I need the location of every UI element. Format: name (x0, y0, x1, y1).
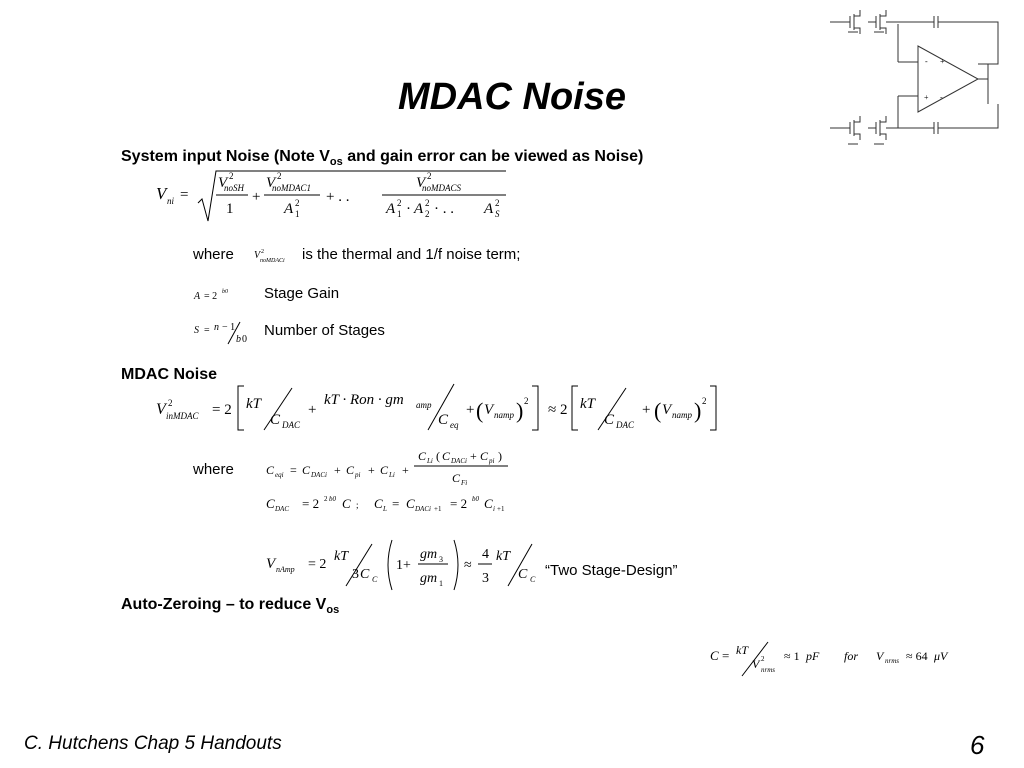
svg-text:-: - (925, 57, 928, 66)
svg-text:+ . .: + . . (326, 189, 350, 205)
capacitor-size-equation (706, 638, 962, 678)
svg-text:ni: ni (167, 196, 175, 206)
svg-text:gm: gm (420, 571, 438, 586)
noise-term-symbol (252, 243, 296, 267)
svg-text:C: C (406, 496, 415, 511)
ceq-equation (262, 446, 518, 490)
svg-text:+: + (252, 189, 261, 205)
svg-text:C: C (480, 449, 489, 463)
svg-text:C: C (372, 575, 378, 584)
svg-text:S: S (194, 325, 199, 336)
svg-text:+: + (334, 463, 341, 477)
svg-text:V: V (484, 402, 494, 418)
svg-text:V: V (156, 184, 167, 203)
svg-text:=: = (392, 496, 400, 511)
svg-text:b0: b0 (329, 495, 336, 503)
svg-text:3: 3 (439, 555, 443, 564)
svg-text:b0: b0 (472, 495, 479, 503)
svg-text:C: C (710, 648, 719, 663)
svg-text:2: 2 (397, 198, 402, 208)
svg-text:=: = (722, 648, 730, 663)
svg-text:=: = (204, 325, 210, 336)
svg-text:·: · (406, 201, 411, 217)
where-label-1: where (193, 246, 234, 263)
svg-text:= 2: = 2 (204, 291, 218, 302)
svg-text:A: A (386, 201, 396, 217)
svg-text:namp: namp (494, 410, 514, 420)
svg-text:2: 2 (495, 198, 500, 208)
svg-text:2: 2 (702, 396, 707, 406)
svg-text:≈ 64: ≈ 64 (906, 649, 928, 663)
svg-text:DAC: DAC (282, 420, 300, 430)
svg-text:V: V (156, 401, 166, 418)
svg-text:= 2: = 2 (450, 496, 468, 511)
svg-text:inMDAC: inMDAC (166, 411, 199, 421)
svg-text:C: C (518, 567, 528, 582)
mdac-noise-heading: MDAC Noise (121, 366, 218, 383)
svg-text:+: + (308, 402, 317, 418)
svg-text:DACi: DACi (311, 471, 327, 479)
svg-text:2: 2 (425, 209, 430, 219)
svg-text:2: 2 (168, 398, 173, 408)
svg-text:2: 2 (524, 396, 529, 406)
svg-text:=: = (180, 187, 189, 203)
svg-text:+1: +1 (434, 505, 442, 513)
svg-text:= 2: = 2 (212, 402, 232, 418)
svg-text:eqi: eqi (275, 471, 284, 479)
svg-text:A: A (414, 201, 424, 217)
svg-text:gm: gm (420, 547, 438, 562)
stage-gain-equation (192, 284, 252, 304)
svg-text:2: 2 (427, 171, 432, 181)
svg-text:DAC: DAC (616, 420, 634, 430)
svg-text:nrms: nrms (885, 657, 900, 665)
svg-text:C: C (342, 496, 351, 511)
svg-text:1: 1 (295, 209, 300, 219)
svg-text:C: C (442, 449, 451, 463)
svg-text:μV: μV (934, 649, 948, 663)
svg-text:2: 2 (229, 171, 234, 181)
svg-text:kT: kT (334, 549, 348, 564)
svg-text:C: C (266, 463, 275, 477)
vnamp-equation (262, 536, 544, 594)
svg-text:noSH: noSH (224, 183, 244, 193)
svg-text:S: S (495, 209, 500, 219)
svg-text:A: A (284, 201, 294, 217)
svg-text:+: + (402, 463, 409, 477)
svg-text:V: V (266, 175, 276, 191)
svg-text:+: + (940, 57, 945, 66)
svg-text:+1: +1 (497, 505, 505, 513)
svg-text:): ) (516, 398, 524, 423)
svg-text:2: 2 (761, 655, 765, 663)
svg-text:+: + (642, 402, 651, 418)
svg-text:+: + (470, 449, 477, 463)
svg-text:V: V (266, 556, 276, 572)
svg-text:for: for (844, 649, 859, 663)
svg-text:;: ; (356, 500, 359, 510)
svg-text:b0: b0 (222, 289, 228, 295)
noise-term-description: is the thermal and 1/f noise term; (302, 246, 521, 263)
svg-text:≈ 1: ≈ 1 (784, 649, 800, 663)
svg-text:kT: kT (246, 396, 261, 412)
svg-text:C: C (266, 496, 275, 511)
svg-text:(: ( (436, 449, 440, 463)
svg-text:C: C (484, 496, 493, 511)
cdac-cl-equation (262, 490, 532, 518)
svg-text:kT: kT (496, 549, 510, 564)
svg-text:4: 4 (482, 547, 489, 562)
svg-text:Fi: Fi (461, 479, 468, 487)
where-label-2: where (193, 461, 234, 478)
svg-text:2: 2 (295, 198, 300, 208)
svg-text:amp: amp (416, 400, 432, 410)
svg-text:· . .: · . . (434, 201, 454, 217)
svg-text:≈ 2: ≈ 2 (548, 402, 568, 418)
svg-text:(: ( (654, 398, 662, 423)
svg-text:+: + (466, 402, 475, 418)
svg-text:2: 2 (324, 495, 328, 503)
svg-text:DACi: DACi (415, 505, 431, 513)
sc-amplifier-circuit-icon (828, 4, 1000, 154)
stage-gain-description: Stage Gain (264, 285, 340, 302)
svg-text:-: - (940, 93, 943, 102)
svg-text:≈: ≈ (464, 558, 472, 573)
footer-source: C. Hutchens Chap 5 Handouts (24, 733, 282, 754)
svg-text:2: 2 (425, 198, 430, 208)
svg-text:C: C (418, 449, 427, 463)
svg-text:C: C (452, 471, 461, 485)
svg-text:1: 1 (439, 579, 443, 588)
auto-zeroing-heading: Auto-Zeroing – to reduce $V_{os}$ (121, 596, 340, 617)
svg-text:+: + (924, 93, 929, 102)
page-number: 6 (970, 730, 985, 760)
svg-text:pi: pi (355, 471, 361, 479)
svg-text:V: V (254, 250, 261, 261)
svg-text:2: 2 (277, 171, 282, 181)
svg-text:kT · Ron · gm: kT · Ron · gm (324, 392, 404, 408)
svg-text:A: A (194, 291, 201, 302)
svg-text:b: b (236, 334, 241, 345)
svg-text:2: 2 (261, 249, 264, 255)
svg-text:V: V (876, 649, 884, 663)
svg-text:V: V (752, 657, 760, 671)
svg-text:− 1: − 1 (222, 322, 236, 333)
svg-text:i: i (493, 505, 495, 513)
svg-text:0: 0 (242, 334, 247, 345)
svg-text:Li: Li (427, 457, 433, 465)
svg-text:C: C (302, 463, 311, 477)
number-of-stages-equation (192, 318, 254, 346)
svg-text:(: ( (476, 398, 484, 423)
svg-text:Li: Li (389, 471, 395, 479)
svg-text:L: L (383, 505, 387, 513)
svg-text:eq: eq (450, 420, 459, 430)
svg-text:nrms: nrms (761, 666, 776, 674)
svg-text:V: V (416, 175, 426, 191)
svg-text:V: V (218, 175, 228, 191)
svg-text:pi: pi (489, 457, 495, 465)
svg-text:noMDACi: noMDACi (260, 258, 285, 264)
svg-text:): ) (694, 398, 702, 423)
svg-text:noMDACS: noMDACS (422, 183, 461, 193)
svg-text:3: 3 (482, 571, 489, 586)
svg-text:C: C (438, 412, 449, 428)
svg-text:A: A (484, 201, 494, 217)
svg-text:): ) (498, 449, 502, 463)
svg-text:noMDAC1: noMDAC1 (272, 183, 311, 193)
svg-text:DACi: DACi (451, 457, 467, 465)
svg-text:kT: kT (580, 396, 595, 412)
svg-text:C: C (270, 412, 281, 428)
svg-text:1+: 1+ (396, 558, 411, 573)
mdac-noise-equation (152, 380, 732, 436)
svg-text:nAmp: nAmp (276, 565, 295, 574)
svg-text:3: 3 (352, 567, 359, 582)
system-noise-heading: System input Noise (Note $V_{os}$ and gain error can be viewed as Noise) (121, 148, 644, 169)
svg-text:C: C (530, 575, 536, 584)
svg-text:+: + (368, 463, 375, 477)
svg-text:C: C (604, 412, 615, 428)
svg-text:namp: namp (672, 410, 692, 420)
svg-text:= 2: = 2 (308, 557, 327, 572)
svg-text:n: n (214, 322, 219, 333)
svg-text:kT: kT (736, 643, 748, 657)
svg-text:V: V (662, 402, 672, 418)
svg-text:DAC: DAC (275, 505, 289, 513)
svg-text:1: 1 (397, 209, 402, 219)
svg-text:pF: pF (806, 649, 820, 663)
slide-title: MDAC Noise (397, 76, 627, 118)
svg-text:C: C (380, 463, 389, 477)
number-of-stages-description: Number of Stages (264, 322, 385, 339)
two-stage-design-note: “Two Stage-Design” (545, 562, 678, 579)
svg-text:C: C (360, 567, 370, 582)
svg-text:C: C (346, 463, 355, 477)
svg-text:1: 1 (226, 201, 234, 217)
svg-text:= 2: = 2 (302, 496, 320, 511)
svg-text:=: = (290, 463, 297, 477)
input-noise-equation (150, 165, 530, 227)
svg-text:C: C (374, 496, 383, 511)
